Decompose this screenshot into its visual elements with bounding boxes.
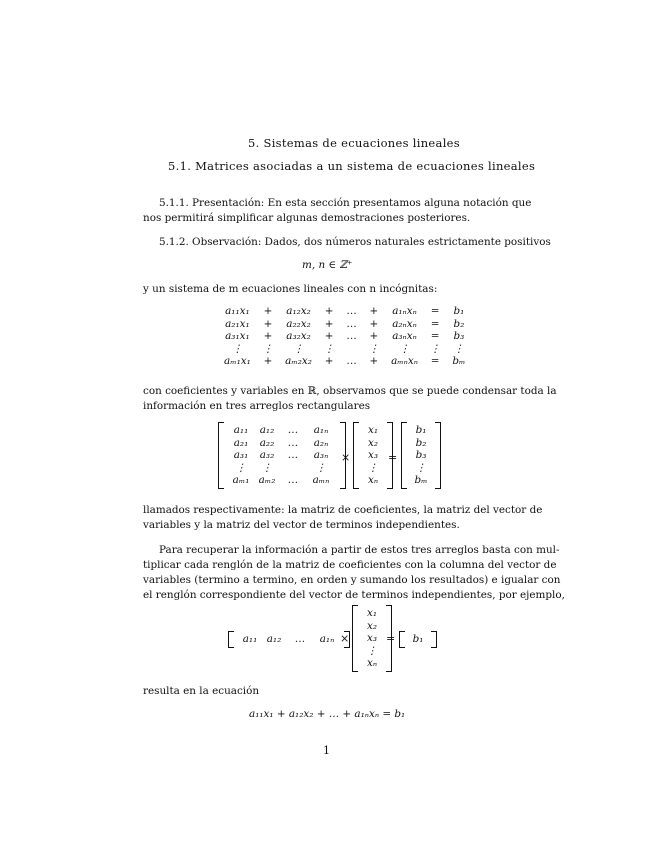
matrix-entry: ⋮ [366,644,378,657]
constant-vector [401,422,441,489]
equation-cell: ⋮ [293,342,304,355]
equation-cell: a₃₁x₁ [225,330,250,343]
coef-line-2: información en tres arreglos rectangulares [143,400,371,412]
equation-cell: … [346,305,357,318]
variable-vector-entries [359,422,387,489]
recuperar-line-1: Para recuperar la información a partir de estos tres arreglos basta con mul- [159,544,560,556]
matrix-entry: a₃₁ [233,449,249,461]
matrix-entry: b₂ [415,436,427,449]
equation-cell: aₘ₁x₁ [224,355,251,368]
matrix-entry: b₃ [415,449,427,461]
equation-cell: + [263,317,273,330]
matrix-entry: a₁ₙ [313,424,329,436]
equation-cell: + [324,317,334,330]
equation-row [218,330,471,343]
equation-row [218,318,471,331]
matrix-entry: ⋮ [235,461,247,474]
matrix-entry: ⋮ [261,461,273,474]
coeficientes-paragraph [143,384,557,414]
presentacion-line-1 [143,196,532,211]
matrix-entry: a₁₁ [242,633,258,645]
matrix-entry: x₁ [367,424,379,436]
matrix-entry: a₂₁ [233,436,249,449]
equation-row [218,355,471,368]
llamados-line-1: llamados respectivamente: la matriz de coeficientes, la matriz del vector de [143,504,543,516]
recuperar-line-4: el renglón correspondiente del vector de terminos independientes, por ejemplo, [143,589,565,601]
equation-cell: b₃ [453,330,465,343]
equation-cell: = [430,317,440,330]
equation-system [218,305,471,368]
equation-cell: a₂₁x₁ [225,317,250,330]
coefficient-matrix [218,422,346,489]
presentacion-text-1: En esta sección presentamos alguna notación que [267,197,532,209]
equation-cell: … [346,355,357,368]
matrix-entry: … [287,449,299,461]
equation-cell: aₘₙxₙ [391,355,418,368]
bracket-right [435,422,441,489]
equation-cell: aₘ₂x₂ [285,355,312,368]
equation-cell: + [369,305,379,318]
coefficient-matrix-entries [224,422,340,489]
final-equation: a₁₁x₁ + a₁₂x₂ + … + a₁ₙxₙ = b₁ [249,708,406,720]
equation-cell: + [324,305,334,318]
equation-cell: = [430,305,440,318]
matrix-entry: … [287,474,299,486]
example-row-matrix [228,631,350,648]
matrix-entry: … [287,424,299,436]
matrix-entry: x₁ [366,607,378,619]
equation-cell: = [430,355,440,368]
equals-symbol: = [388,451,398,464]
matrix-entry: a₃₂ [259,449,275,461]
matrix-entry: aₘₙ [312,474,330,486]
matrix-entry: ⋮ [415,461,427,474]
recuperar-paragraph [143,543,565,603]
equation-cell: = [430,330,440,343]
observacion-label: 5.1.2. Observación: [159,236,262,248]
example-variable-entries [358,605,386,672]
matrix-entry: ⋮ [315,461,327,474]
times-symbol: × [341,451,351,464]
matrix-entry: … [287,436,299,449]
example-row-entries [234,631,344,648]
matrix-entry: xₙ [367,474,379,486]
equation-cell: … [346,330,357,343]
page-number: 1 [323,744,330,757]
matrix-entry: aₘ₁ [232,474,250,486]
matrix-entry: a₃ₙ [313,449,329,461]
example-constant-vector [399,631,437,648]
matrix-entry: xₙ [366,657,378,669]
equation-cell: a₂₂x₂ [286,317,311,330]
matrix-entry: bₘ [414,474,428,486]
matrix-entry: b₁ [415,424,427,436]
presentacion-label: 5.1.1. Presentación: [159,197,265,209]
matrix-entry: ⋮ [367,461,379,474]
resulta-text: resulta en la ecuación [143,685,260,697]
formula-mn: m, n ∈ ℤ⁺ [302,259,353,271]
variable-vector [353,422,393,489]
matrix-entry: … [294,633,306,645]
coef-line-1: con coeficientes y variables en ℝ, observamos que se puede condensar toda la [143,385,557,397]
equation-cell: ⋮ [262,342,274,355]
equation-cell: a₃₂x₂ [286,330,311,343]
equation-cell: + [369,355,379,368]
equation-cell: b₂ [453,317,465,330]
matrix-entry: a₁₁ [233,424,249,436]
equation-cell: + [263,355,273,368]
equation-row [218,305,471,318]
sistema-intro: y un sistema de m ecuaciones lineales con n incógnitas: [143,283,438,295]
llamados-line-2: variables y la matriz del vector de terminos independientes. [143,519,460,531]
matrix-entry [280,462,306,475]
section-title: 5. Sistemas de ecuaciones lineales [248,136,460,150]
equation-cell: b₁ [453,305,465,318]
equation-cell: a₂ₙxₙ [392,317,417,330]
equation-cell: ⋮ [232,342,243,355]
example-equals-symbol: = [386,632,396,645]
equation-cell: ⋮ [453,342,465,355]
equation-cell: + [263,330,273,343]
equation-cell: ⋮ [323,342,335,355]
equation-cell: + [263,305,273,318]
presentacion-paragraph [143,196,532,226]
equation-cell: + [369,330,379,343]
equation-cell: ⋮ [399,342,410,355]
equation-cell: a₃ₙxₙ [392,330,417,343]
equation-cell: + [324,330,334,343]
equation-cell: a₁ₙxₙ [392,305,417,318]
equation-cell: bₘ [452,355,466,368]
llamados-paragraph [143,503,543,533]
matrix-entry: x₃ [367,449,379,461]
matrix-entry: aₘ₂ [258,474,276,486]
matrix-entry: a₁ₙ [319,633,335,645]
example-times-symbol: × [340,632,350,645]
matrix-entry: x₃ [366,632,378,644]
equation-cell: ⋮ [429,342,441,355]
constant-vector-entries [407,422,435,489]
observacion-text: Dados, dos números naturales estrictamente positivos [264,236,551,248]
bracket-right [431,631,437,648]
matrix-entry: x₂ [367,436,379,449]
equation-cell: a₁₂x₂ [286,305,311,318]
matrix-entry: a₁₂ [259,424,275,436]
equation-cell: + [369,317,379,330]
example-constant-entries [405,631,431,648]
presentacion-line-2: nos permitirá simplificar algunas demostraciones posteriores. [143,212,471,224]
matrix-entry: a₂₂ [259,436,275,449]
matrix-entry: b₁ [412,633,424,645]
equation-cell: ⋮ [368,342,380,355]
equation-cell: a₁₁x₁ [225,305,250,318]
subsection-title: 5.1. Matrices asociadas a un sistema de ecuaciones lineales [168,159,536,173]
matrix-entry: a₂ₙ [313,436,329,449]
equation-cell: … [346,317,357,330]
equation-row [218,343,471,356]
equation-cell [340,343,362,356]
observacion-line [159,235,551,250]
matrix-entry: a₁₂ [266,633,282,645]
recuperar-line-2: tiplicar cada renglón de la matriz de coeficientes con la columna del vector de [143,559,557,571]
equation-cell: + [324,355,334,368]
recuperar-line-3: variables (termino a termino, en orden y sumando los resultados) e igualar con [143,574,561,586]
matrix-entry: x₂ [366,619,378,632]
